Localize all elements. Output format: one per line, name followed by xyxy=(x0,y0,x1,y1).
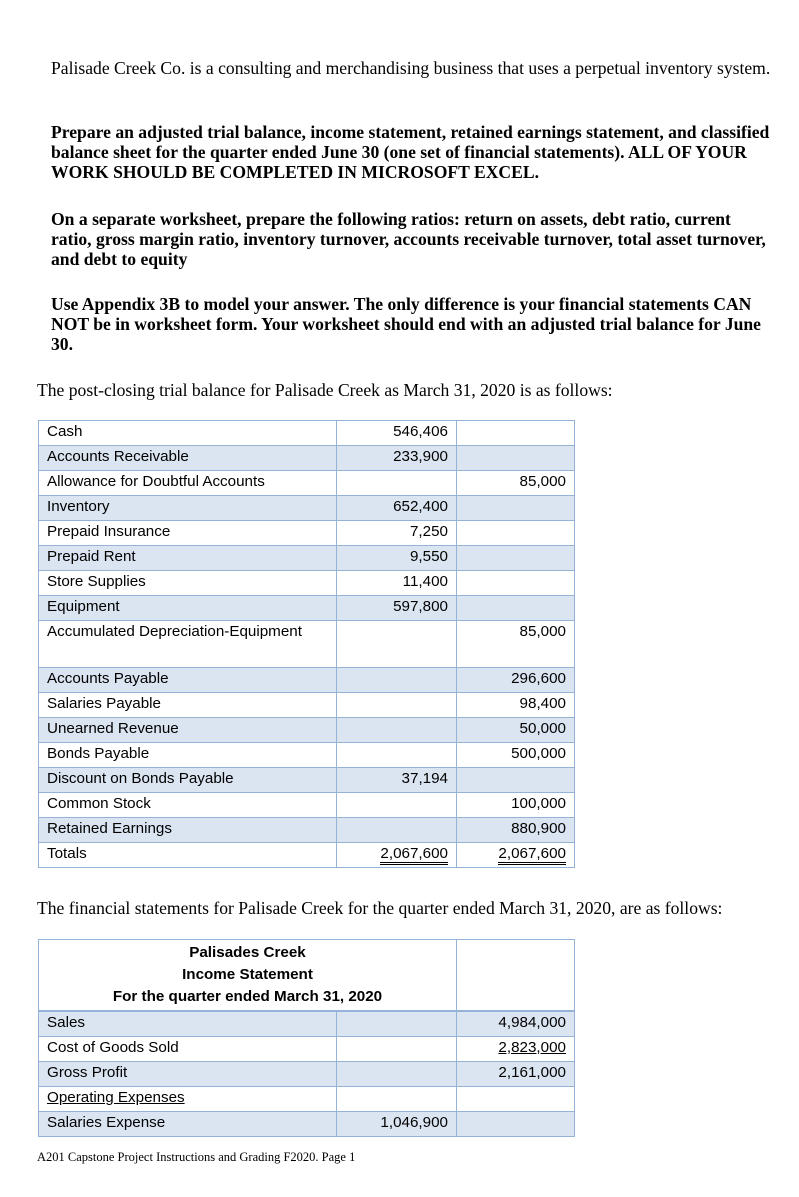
account-name: Inventory xyxy=(39,496,337,521)
instruction-financial-statements: Prepare an adjusted trial balance, income statement, retained earnings statement, and classified balance sheet for the quarter ended June 30 (one set of financial statements). ALL OF YOUR WORK SHOULD BE COMPLETED IN MICROSOFT EXCEL. xyxy=(51,122,770,182)
table-row xyxy=(39,471,575,496)
table-row xyxy=(39,446,575,471)
debit-value xyxy=(337,668,457,693)
line-item-label: Gross Profit xyxy=(39,1062,337,1087)
line-item-col1: 1,046,900 xyxy=(337,1112,457,1137)
table-row xyxy=(39,1112,575,1137)
table-row xyxy=(39,521,575,546)
table-row xyxy=(39,718,575,743)
debit-value xyxy=(337,718,457,743)
totals-row xyxy=(39,843,575,868)
line-item-col2: 2,823,000 xyxy=(498,1039,566,1056)
line-item-label: Sales xyxy=(39,1011,337,1037)
credit-value: 500,000 xyxy=(457,743,575,768)
company-name: Palisades Creek xyxy=(189,944,306,961)
credit-value xyxy=(457,446,575,471)
intro-paragraph: Palisade Creek Co. is a consulting and merchandising business that uses a perpetual inventory system. xyxy=(51,58,771,78)
line-item-label: Salaries Expense xyxy=(39,1112,337,1137)
credit-value: 50,000 xyxy=(457,718,575,743)
account-name: Bonds Payable xyxy=(39,743,337,768)
credit-value: 100,000 xyxy=(457,793,575,818)
table-row xyxy=(39,496,575,521)
table-row xyxy=(39,1062,575,1087)
table-row xyxy=(39,621,575,668)
table-row xyxy=(39,693,575,718)
debit-value: 546,406 xyxy=(337,421,457,446)
debit-value: 597,800 xyxy=(337,596,457,621)
total-credit: 2,067,600 xyxy=(498,846,566,865)
line-item-col1 xyxy=(337,1087,457,1112)
debit-value xyxy=(337,471,457,496)
credit-value xyxy=(457,496,575,521)
total-debit: 2,067,600 xyxy=(380,846,448,865)
account-name: Cash xyxy=(39,421,337,446)
instruction-appendix: Use Appendix 3B to model your answer. The only difference is your financial statements CAN NOT be in worksheet form. Your worksheet should end with an adjusted trial balance for June 30. xyxy=(51,294,761,354)
debit-value: 37,194 xyxy=(337,768,457,793)
table-row xyxy=(39,1087,575,1112)
account-name: Common Stock xyxy=(39,793,337,818)
debit-value: 9,550 xyxy=(337,546,457,571)
line-item-col2-cell xyxy=(457,1037,575,1062)
credit-value: 296,600 xyxy=(457,668,575,693)
debit-value xyxy=(337,693,457,718)
income-statement-header xyxy=(39,940,575,1012)
trial-balance-intro: The post-closing trial balance for Palisade Creek as March 31, 2020 is as follows: xyxy=(37,380,613,400)
credit-value xyxy=(457,521,575,546)
debit-value: 7,250 xyxy=(337,521,457,546)
line-item-label: Cost of Goods Sold xyxy=(39,1037,337,1062)
debit-value xyxy=(337,793,457,818)
line-item-col2: 4,984,000 xyxy=(457,1011,575,1037)
table-row xyxy=(39,793,575,818)
table-row xyxy=(39,546,575,571)
credit-value xyxy=(457,421,575,446)
table-row xyxy=(39,768,575,793)
credit-value: 98,400 xyxy=(457,693,575,718)
total-credit-cell xyxy=(457,843,575,868)
statement-title: Income Statement xyxy=(182,966,313,983)
credit-value: 85,000 xyxy=(457,471,575,496)
line-item-col2 xyxy=(457,1112,575,1137)
line-item-col1 xyxy=(337,1011,457,1037)
page-footer: A201 Capstone Project Instructions and Grading F2020. Page 1 xyxy=(37,1150,356,1164)
statement-period: For the quarter ended March 31, 2020 xyxy=(112,988,383,1005)
debit-value: 11,400 xyxy=(337,571,457,596)
debit-value xyxy=(337,621,457,668)
account-name: Retained Earnings xyxy=(39,818,337,843)
account-name: Discount on Bonds Payable xyxy=(39,768,337,793)
table-row xyxy=(39,1011,575,1037)
credit-value xyxy=(457,571,575,596)
line-item-col1 xyxy=(337,1037,457,1062)
financial-statements-intro: The financial statements for Palisade Creek for the quarter ended March 31, 2020, are as follows: xyxy=(37,898,723,918)
trial-balance-table xyxy=(38,420,575,868)
debit-value xyxy=(337,818,457,843)
credit-value: 880,900 xyxy=(457,818,575,843)
section-heading-cell xyxy=(39,1087,337,1112)
debit-value: 233,900 xyxy=(337,446,457,471)
debit-value: 652,400 xyxy=(337,496,457,521)
income-statement-heading xyxy=(39,940,457,1012)
line-item-col2: 2,161,000 xyxy=(457,1062,575,1087)
section-heading: Operating Expenses xyxy=(47,1089,185,1106)
account-name: Accumulated Depreciation-Equipment xyxy=(39,621,337,668)
credit-value xyxy=(457,596,575,621)
credit-value: 85,000 xyxy=(457,621,575,668)
table-row xyxy=(39,743,575,768)
account-name: Salaries Payable xyxy=(39,693,337,718)
total-debit-cell xyxy=(337,843,457,868)
credit-value xyxy=(457,768,575,793)
instruction-ratios: On a separate worksheet, prepare the following ratios: return on assets, debt ratio, current ratio, gross margin ratio, inventory turnover, accounts receivable turnover, total asset turnover, and debt to equity xyxy=(51,209,766,269)
account-name: Prepaid Insurance xyxy=(39,521,337,546)
table-row xyxy=(39,818,575,843)
table-row xyxy=(39,596,575,621)
line-item-col1 xyxy=(337,1062,457,1087)
totals-label: Totals xyxy=(39,843,337,868)
income-statement-table xyxy=(38,939,575,1137)
account-name: Equipment xyxy=(39,596,337,621)
table-row xyxy=(39,421,575,446)
account-name: Store Supplies xyxy=(39,571,337,596)
account-name: Unearned Revenue xyxy=(39,718,337,743)
credit-value xyxy=(457,546,575,571)
account-name: Accounts Payable xyxy=(39,668,337,693)
debit-value xyxy=(337,743,457,768)
table-row xyxy=(39,1037,575,1062)
header-blank-cell xyxy=(457,940,575,1012)
line-item-col2 xyxy=(457,1087,575,1112)
table-row xyxy=(39,571,575,596)
account-name: Accounts Receivable xyxy=(39,446,337,471)
account-name: Prepaid Rent xyxy=(39,546,337,571)
table-row xyxy=(39,668,575,693)
account-name: Allowance for Doubtful Accounts xyxy=(39,471,337,496)
